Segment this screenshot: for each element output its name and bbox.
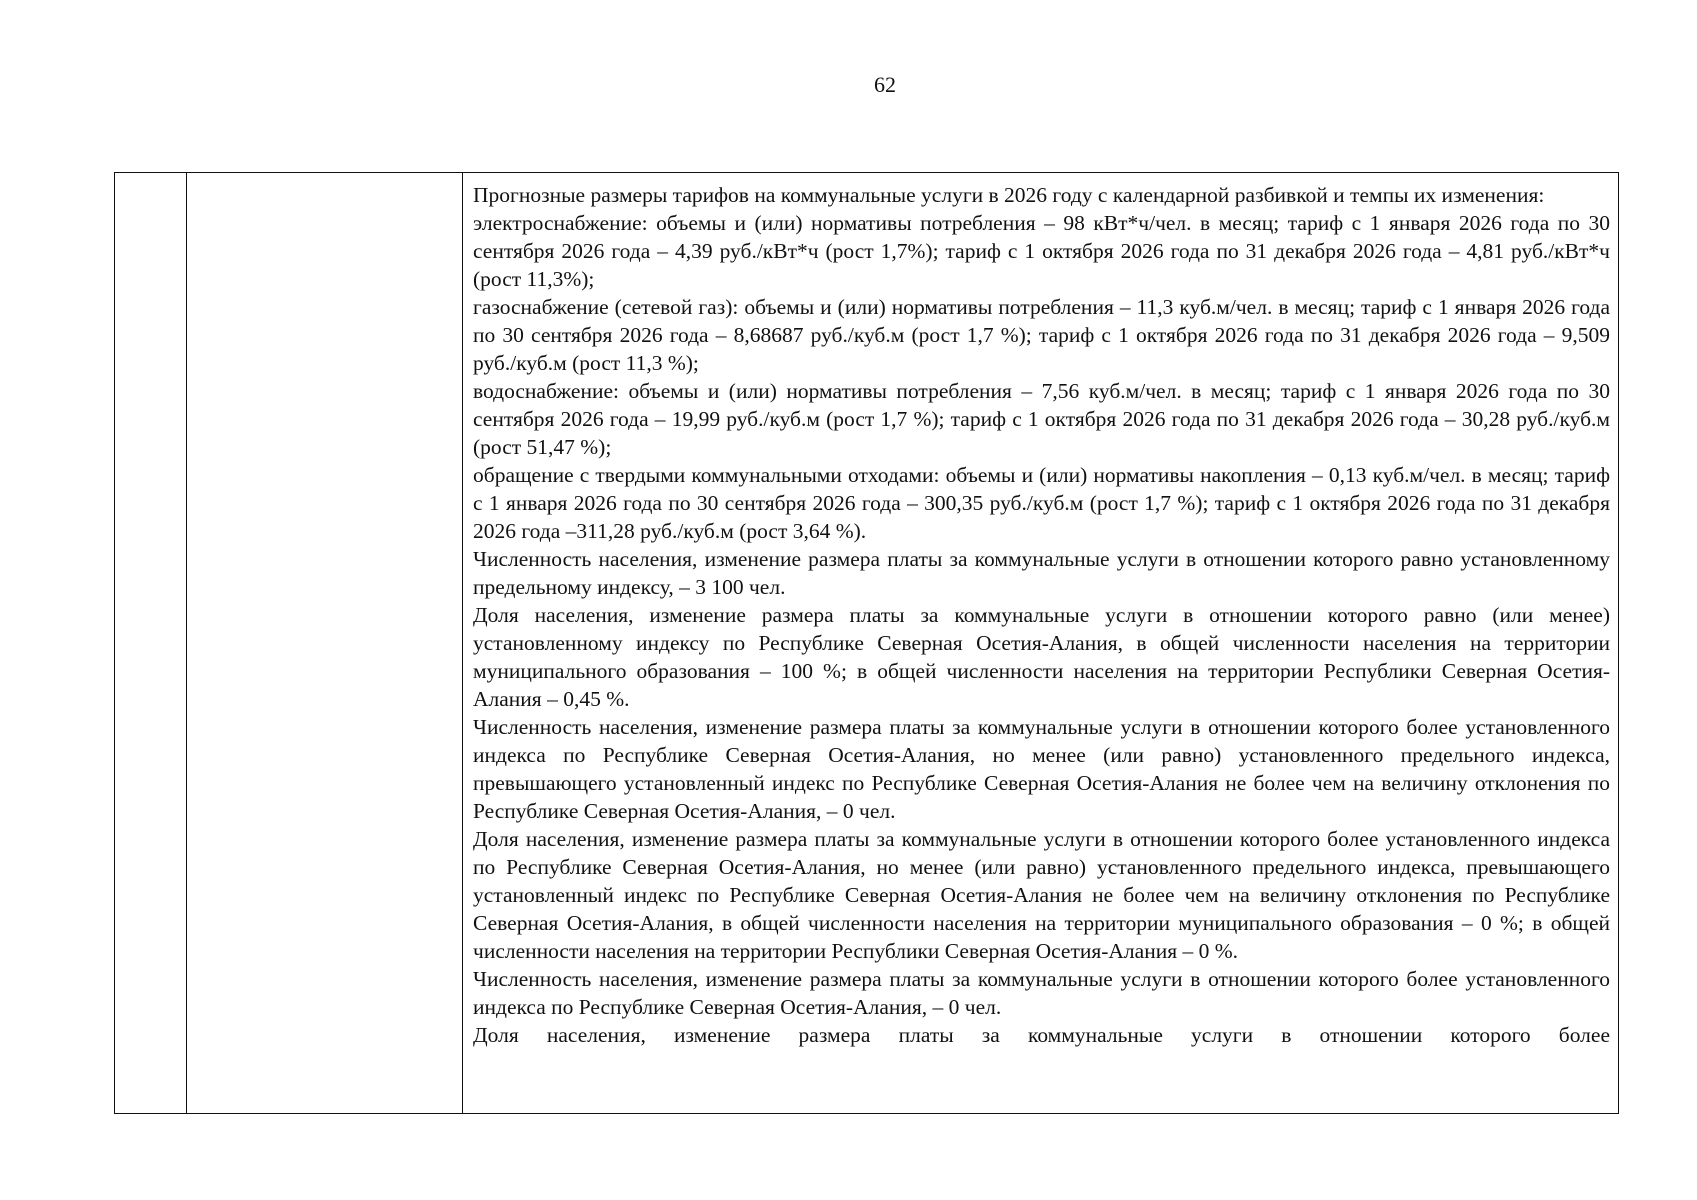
paragraph-population-above-index: Численность населения, изменение размера платы за коммунальные услуги в отношении которого более установленного индекса по Республике Северная Осетия-Алания, но менее (или равно) установленного предельного индекса, превышающего установленный индекс по Республике Северная Осетия-Алания не более чем на величину отклонения по Республике Северная Осетия-Алания, – 0 чел.	[473, 715, 1610, 823]
paragraph-share-equal-index: Доля населения, изменение размера платы за коммунальные услуги в отношении которого равно (или менее) установленному индексу по Республике Северная Осетия-Алания, в общей численности населения на территории муниципального образования – 100 %; в общей численности населения на территории Республики Северная Осетия-Алания – 0,45 %.	[473, 603, 1610, 711]
paragraph-gas: газоснабжение (сетевой газ): объемы и (или) нормативы потребления – 11,3 куб.м/чел. в месяц; тариф с 1 января 2026 года по 30 сентября 2026 года – 8,68687 руб./куб.м (рост 1,7 %); тариф с 1 октября 2026 года по 31 декабря 2026 года – 9,509 руб./куб.м (рост 11,3 %);	[473, 295, 1610, 375]
paragraph-share-above-index: Доля населения, изменение размера платы за коммунальные услуги в отношении которого более установленного индекса по Республике Северная Осетия-Алания, но менее (или равно) установленного предельного индекса, превышающего установленный индекс по Республике Северная Осетия-Алания не более чем на величину отклонения по Республике Северная Осетия-Алания, в общей численности населения на территории муниципального образования – 0 %; в общей численности населения на территории Республики Северная Осетия-Алания – 0 %.	[473, 827, 1610, 963]
paragraph-share-more-than-index: Доля населения, изменение размера платы за коммунальные услуги в отношении которого более	[473, 1023, 1610, 1047]
paragraph-population-more-than-index: Численность населения, изменение размера платы за коммунальные услуги в отношении которого более установленного индекса по Республике Северная Осетия-Алания, – 0 чел.	[473, 967, 1610, 1019]
paragraph-population-equal-limit: Численность населения, изменение размера платы за коммунальные услуги в отношении которого равно установленному предельному индексу, – 3 100 чел.	[473, 547, 1610, 599]
paragraph-electricity: электроснабжение: объемы и (или) нормативы потребления – 98 кВт*ч/чел. в месяц; тариф с 1 января 2026 года по 30 сентября 2026 года – 4,39 руб./кВт*ч (рост 1,7%); тариф с 1 октября 2026 года по 31 декабря 2026 года – 4,81 руб./кВт*ч (рост 11,3%);	[473, 211, 1610, 291]
empty-cell-indicator	[187, 173, 463, 1114]
paragraph-water: водоснабжение: объемы и (или) нормативы потребления – 7,56 куб.м/чел. в месяц; тариф с 1 января 2026 года по 30 сентября 2026 года – 19,99 руб./куб.м (рост 1,7 %); тариф с 1 октября 2026 года по 31 декабря 2026 года – 30,28 руб./куб.м (рост 51,47 %);	[473, 379, 1610, 459]
table-row	[115, 173, 1619, 1114]
content-text-block	[473, 181, 1610, 1111]
paragraph-solid-waste: обращение с твердыми коммунальными отходами: объемы и (или) нормативы накопления – 0,13 куб.м/чел. в месяц; тариф с 1 января 2026 года по 30 сентября 2026 года – 300,35 руб./куб.м (рост 1,7 %); тариф с 1 октября 2026 года по 31 декабря 2026 года –311,28 руб./куб.м (рост 3,64 %).	[473, 463, 1610, 543]
paragraph-tariff-forecast-intro: Прогнозные размеры тарифов на коммунальные услуги в 2026 году с календарной разбивкой и темпы их изменения:	[473, 183, 1545, 207]
empty-cell-number	[115, 173, 187, 1114]
content-cell	[463, 173, 1619, 1114]
page-number: 62	[874, 72, 896, 97]
document-table	[114, 172, 1619, 1114]
